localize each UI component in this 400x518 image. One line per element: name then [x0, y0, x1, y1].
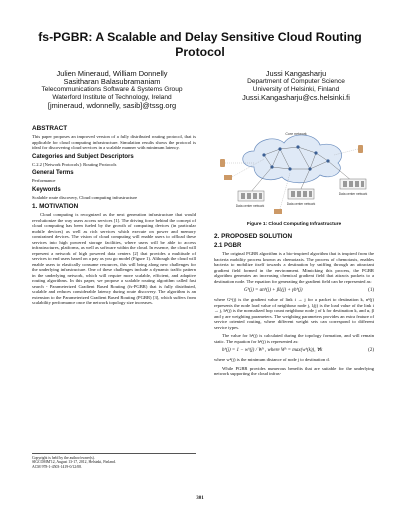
equation-2-number: (2)	[368, 348, 374, 353]
author-affiliation-2: University of Helsinki, Finland	[252, 86, 340, 93]
categories-heading: Categories and Subject Descriptors	[32, 153, 134, 160]
core-network-cloud	[243, 135, 342, 183]
author-affiliation-2: Waterford Institute of Technology, Ireland	[52, 94, 172, 101]
figure-caption: Figure 1: Cloud Computing Infrastructure	[246, 222, 342, 227]
abstract-heading: ABSTRACT	[32, 125, 68, 132]
page-number: 301	[196, 496, 204, 501]
categories-text: C.2.2 [Network Protocols]: Routing Protocols	[32, 161, 117, 167]
left-column	[32, 125, 196, 309]
data-center-2	[287, 189, 316, 206]
author-block-left	[24, 70, 200, 110]
section-2-1-heading: 2.1 PGBR	[214, 243, 242, 249]
author-email: Jussi.Kangasharju@cs.helsinki.fi	[242, 93, 350, 102]
footnote-line: ACM 978-1-4503-1419-0/12/08.	[32, 464, 82, 469]
equation-2-body: hᵏ(j) = 1 − wᵏ(j) / Wᵏ , where Wᵏ = max(wᵏ(k)), ∀k	[222, 348, 323, 353]
copyright-footnote	[32, 453, 196, 469]
core-network-label: Core network	[285, 132, 307, 136]
pgbr-paragraph-4: where wᵏ(j) is the minimum distance of node j to destination d.	[214, 357, 330, 362]
paper-title: fs-PGBR: A Scalable and Delay Sensitive Cloud Routing Protocol	[38, 30, 362, 59]
author-names-2: Sasitharan Balasubramaniam	[63, 77, 161, 86]
author-names: Julien Mineraud, William Donnelly	[56, 69, 168, 78]
pgbr-paragraph-3: The value for hᵏ(j) is calculated during the topology formation, and will remain static. The equation for hᵏ(j) is represented as:	[214, 333, 374, 344]
figure-cloud-infrastructure	[214, 125, 374, 220]
data-center-3	[339, 179, 368, 196]
section-2-heading: 2. PROPOSED SOLUTION	[214, 233, 293, 240]
footnote-line: SIGCOMM'12, August 13-17, 2012, Helsinki, Finland.	[32, 460, 116, 465]
footnote-line: Copyright is held by the author/owner(s).	[32, 456, 95, 460]
keywords-text: Scalable route discovery, Cloud computing infrastructure	[32, 194, 138, 200]
network-diagram	[214, 125, 374, 220]
data-center-label: Data center network	[235, 204, 265, 208]
pgbr-paragraph-1: The original PGBR algorithm is a bio-inspired algorithm that is inspired from the bacteria mobility process known as chemotaxis. The process of chemotaxis, enables bacteria to mobilize itself towards a destination by sniffing through an attractant gradient field formed in the environment. Mimicking this process, the PGBR algorithm generates an increasing chemical gradient field that attracts packets to a destination node. The equation for generating the gradient field can be represented as:	[214, 251, 374, 284]
motivation-text: Cloud computing is recognized as the next generation infrastructure that would revolutionize the way users access services [1]. The driving force behind the concept of cloud computing has been fueled by the growth of computing devices (in particular mobile devices) as well as rich services which execute on power and memory constrained devices. The vision of cloud computing will enable users to offload these services into high powered storage facilities, where users will be able to access infrastructures, platforms, as well as software within the cloud. In essence, the cloud will represent a network of high powered data centers [2] that provides a multitude of services to end users based on a pay as you go model (Figure 1). Although the cloud will enable users to elastically consume resources, this will bring along new challenges for the underlying infrastructure. One of these challenges include a dynamic traffic pattern in the underlying network, which will require more scalable, efficient, and adaptive routing algorithms. In this paper, we propose a scalable routing algorithm called fast search - Parameterized Gradient Based Routing (fs-PGBR) that is fully distributed, scalable and reduces considerable latency during route discovery. The algorithm is an extension to the Parameterized Gradient Based Routing (PGBR) [3], which suffers from scalability performance once the network topology size increases.	[32, 212, 196, 305]
author-names: Jussi Kangasharju	[265, 69, 327, 78]
right-column	[214, 125, 374, 380]
author-block-right	[218, 70, 374, 102]
pgbr-paragraph-2: where Gᵏ(j) is the gradient value of link i → j for a packet to destination k, nᵏ(j) represents the node load value of neighbour node j, lᵢ(j) is the load value of the link i → j, hᵏ(j) is the normalized hop count neighbour node j of k for destination k, and α, β and γ are weighting parameters. The weighting parameters provides an extra feature of service oriented routing, where different weight sets can correspond to different service types.	[214, 297, 374, 330]
abstract-text: This paper proposes an improved version of a fully distributed routing protocol, that is applicable for cloud computing infrastructure. Simulation results shows the protocol is ideal for discovering cloud services in a scalable manner with minimum latency.	[32, 134, 196, 150]
author-affiliation: Telecommunications Software & Systems Group	[41, 86, 183, 93]
keywords-heading: Keywords	[32, 186, 61, 193]
data-center-label: Data center network	[338, 192, 368, 196]
general-terms-heading: General Terms	[32, 170, 74, 176]
data-center-label: Data center network	[286, 202, 316, 206]
author-email: [jmineraud, wdonnelly, sasib]@tssg.org	[47, 101, 177, 110]
equation-2	[214, 347, 374, 355]
equation-1-body: Gᵏ(j) = αnᵏ(j) + βlᵢ(j) + γhᵏ(j)	[244, 288, 303, 293]
equation-1	[214, 287, 374, 295]
author-affiliation: Department of Computer Science	[247, 78, 345, 85]
general-terms-text: Performance	[32, 178, 56, 183]
pgbr-paragraph-5: While PGBR provides numerous benefits that are suitable for the underlying network supporting the cloud infras-	[214, 365, 374, 376]
equation-1-number: (1)	[368, 288, 374, 293]
motivation-heading: 1. MOTIVATION	[32, 203, 79, 210]
data-center-1	[236, 191, 265, 208]
